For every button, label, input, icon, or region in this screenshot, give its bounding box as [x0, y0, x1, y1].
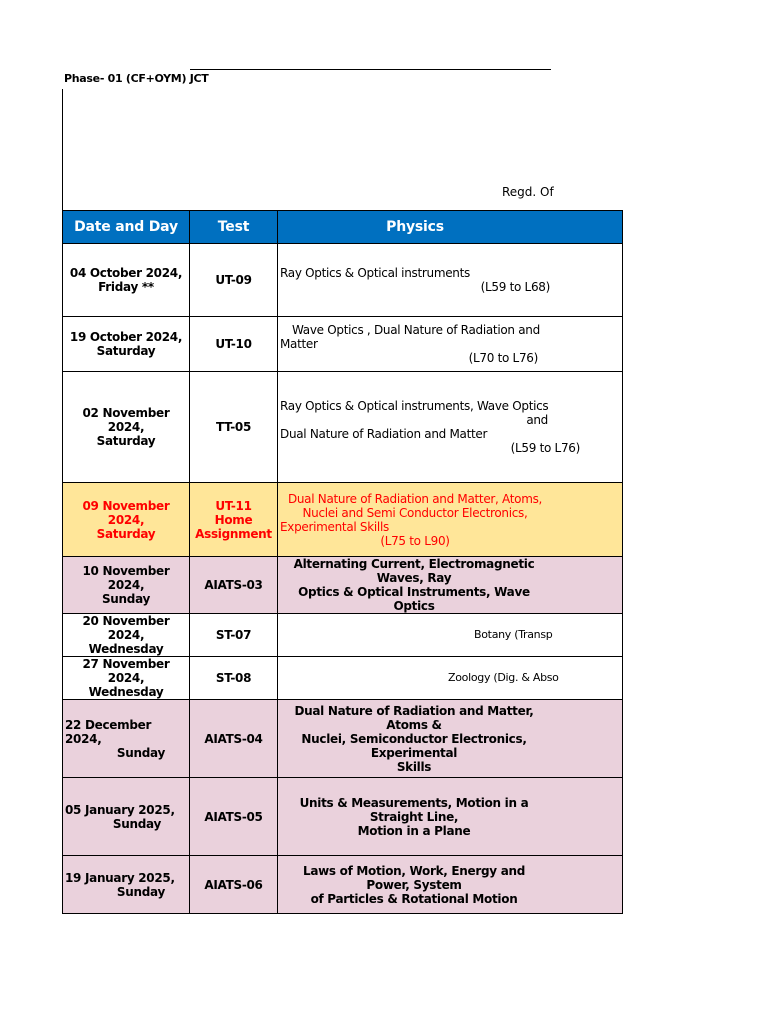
day-text: Wednesday: [88, 642, 164, 656]
header-test: Test: [190, 211, 278, 244]
table-row: [63, 657, 623, 700]
date-text: 10 November 2024,: [82, 564, 170, 592]
day-text: Friday **: [98, 280, 154, 294]
date-cell: [63, 244, 190, 317]
table-row: [63, 856, 623, 914]
schedule-table: [62, 210, 623, 914]
lecture-range: (L70 to L76): [468, 351, 538, 365]
physics-cell: [278, 614, 623, 657]
left-border-line: [62, 89, 63, 211]
top-border-line: [190, 69, 551, 70]
test-cell: AIATS-04: [190, 700, 278, 778]
syllabus-text: Wave Optics , Dual Nature of Radiation and: [292, 323, 540, 337]
test-cell: UT-10: [190, 317, 278, 372]
test-code: UT-11: [215, 498, 252, 513]
date-text: 04 October 2024,: [69, 266, 183, 280]
physics-cell: [278, 483, 623, 557]
header-physics: Physics: [278, 211, 623, 244]
date-text: 09 November 2024,: [82, 498, 170, 527]
syllabus-text: Dual Nature of Radiation and Matter, Atoms,: [287, 491, 543, 506]
date-cell: [63, 483, 190, 557]
date-cell: [63, 372, 190, 483]
physics-cell: [278, 372, 623, 483]
test-cell: ST-08: [190, 657, 278, 700]
date-text: 05 January 2025,: [65, 802, 175, 817]
syllabus-text: Laws of Motion, Work, Energy and Power, System: [302, 863, 526, 892]
phase-title: Phase- 01 (CF+OYM) JCT: [64, 72, 209, 85]
syllabus-text: Nuclei, Semiconductor Electronics, Experimental: [301, 731, 527, 760]
syllabus-text: Ray Optics & Optical instruments: [280, 266, 470, 280]
table-row: [63, 700, 623, 778]
day-text: Saturday: [96, 526, 156, 541]
physics-cell: [278, 778, 623, 856]
test-code: Home: [214, 512, 253, 527]
physics-cell: [278, 244, 623, 317]
day-text: Sunday: [116, 745, 165, 760]
syllabus-text: Dual Nature of Radiation and Matter, Atoms &: [294, 703, 534, 732]
date-cell: [63, 778, 190, 856]
date-text: 19 January 2025,: [65, 870, 175, 885]
syllabus-text: Dual Nature of Radiation and Matter: [280, 427, 488, 441]
day-text: Sunday: [101, 592, 151, 606]
day-text: Saturday: [96, 434, 156, 448]
day-text: Wednesday: [88, 685, 164, 699]
test-cell: AIATS-05: [190, 778, 278, 856]
syllabus-text: and: [526, 413, 548, 427]
table-row-highlighted: [63, 483, 623, 557]
date-cell: [63, 657, 190, 700]
date-cell: [63, 614, 190, 657]
day-text: Sunday: [112, 816, 161, 831]
schedule-sheet: [62, 210, 580, 906]
syllabus-text: Motion in a Plane: [357, 823, 471, 838]
physics-cell: [278, 557, 623, 614]
syllabus-text: Units & Measurements, Motion in a Straight Line,: [299, 795, 529, 824]
date-cell: [63, 700, 190, 778]
syllabus-text: Botany (Transp: [474, 628, 553, 641]
test-cell: UT-09: [190, 244, 278, 317]
date-cell: [63, 557, 190, 614]
syllabus-text: Experimental Skills: [280, 519, 389, 534]
table-row: [63, 317, 623, 372]
physics-cell: [278, 856, 623, 914]
table-header-row: [63, 211, 623, 244]
date-cell: [63, 856, 190, 914]
date-text: 27 November 2024,: [82, 657, 170, 685]
table-row: [63, 244, 623, 317]
syllabus-text: of Particles & Rotational Motion: [310, 891, 518, 906]
test-cell: AIATS-06: [190, 856, 278, 914]
date-cell: [63, 317, 190, 372]
syllabus-text: Nuclei and Semi Conductor Electronics,: [302, 505, 528, 520]
syllabus-text: Skills: [396, 759, 432, 774]
date-text: 02 November 2024,: [82, 406, 170, 434]
table-row: [63, 372, 623, 483]
date-text: 22 December 2024,: [65, 717, 152, 746]
test-cell: [190, 483, 278, 557]
day-text: Saturday: [96, 344, 156, 358]
test-cell: ST-07: [190, 614, 278, 657]
date-text: 20 November 2024,: [82, 614, 170, 642]
header-date-and-day: Date and Day: [63, 211, 190, 244]
physics-cell: [278, 657, 623, 700]
regd-office-text: Regd. Of: [502, 185, 554, 199]
syllabus-text: Ray Optics & Optical instruments, Wave Optics: [280, 399, 549, 413]
table-row: [63, 557, 623, 614]
test-code: Assignment: [195, 526, 272, 541]
table-row: [63, 614, 623, 657]
day-text: Sunday: [116, 884, 165, 899]
physics-cell: [278, 700, 623, 778]
date-text: 19 October 2024,: [69, 330, 183, 344]
syllabus-text: Matter: [280, 337, 318, 351]
table-row: [63, 778, 623, 856]
syllabus-text: Alternating Current, Electromagnetic Waves, Ray: [293, 557, 535, 585]
physics-cell: [278, 317, 623, 372]
lecture-range: (L75 to L90): [380, 533, 450, 548]
syllabus-text: Optics & Optical Instruments, Wave Optics: [298, 585, 530, 613]
syllabus-text: Zoology (Dig. & Abso: [448, 671, 559, 684]
test-cell: AIATS-03: [190, 557, 278, 614]
test-cell: TT-05: [190, 372, 278, 483]
lecture-range: (L59 to L68): [480, 280, 550, 294]
lecture-range: (L59 to L76): [510, 441, 580, 455]
